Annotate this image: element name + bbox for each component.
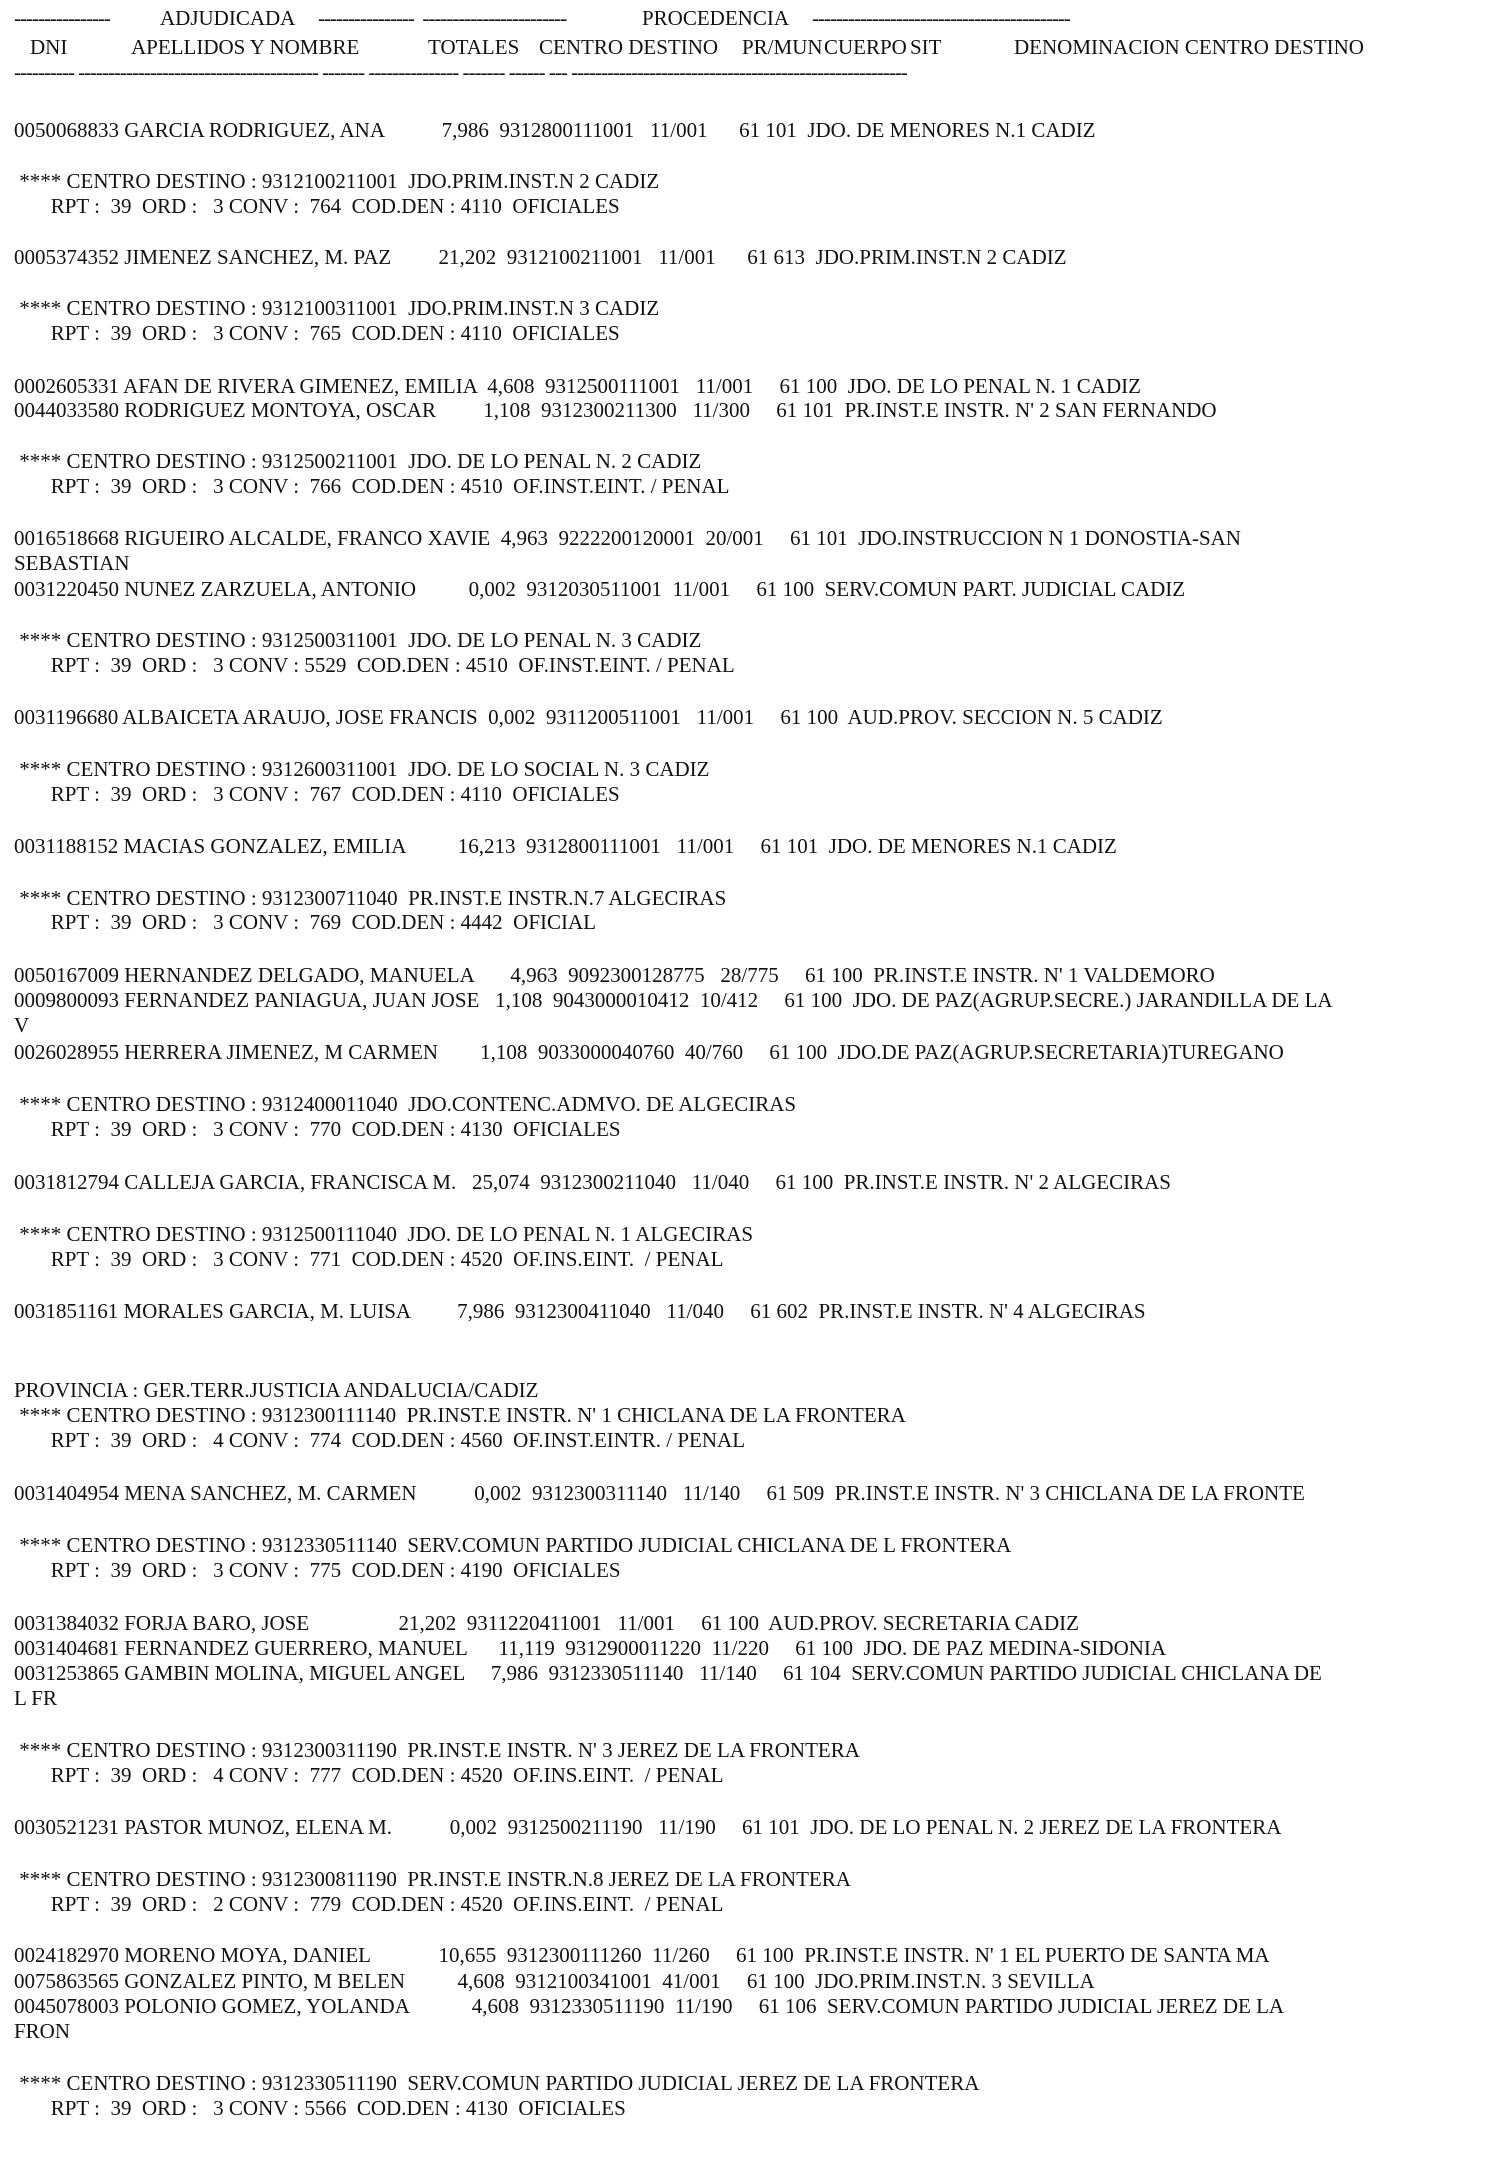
centro-destino-line [0,1220,1485,1248]
centro-destino-line-text: **** CENTRO DESTINO : 9312100211001 JDO.PRIM.INST.N 2 CADIZ [14,169,660,193]
rpt-detail-line [0,651,1485,679]
rpt-detail-line-text: RPT : 39 ORD : 3 CONV : 5566 COD.DEN : 4130 OFICIALES [14,2096,626,2120]
centro-destino-line [0,294,1485,322]
assignment-record-line-text: 0031196680 ALBAICETA ARAUJO, JOSE FRANCIS 0,002 9311200511001 11/001 61 100 AUD.PROV. SECCION N. 5 CADIZ [14,705,1163,729]
header-adjudicada: ADJUDICADA [160,6,296,30]
assignment-record-line [0,1609,1485,1637]
wrapped-continuation-line-text: FRON [14,2019,71,2043]
assignment-record-line-text: 0045078003 POLONIO GOMEZ, YOLANDA 4,608 9312330511190 11/190 61 106 SERV.COMUN PARTIDO JUDICIAL JEREZ DE LA [14,1994,1285,2018]
header-dash-a: ---------------- [14,6,110,30]
assignment-record-line-text: 0026028955 HERRERA JIMENEZ, M CARMEN 1,108 9033000040760 40/760 61 100 JDO.DE PAZ(AGRUP.SECRETARIA)TUREGANO [14,1040,1284,1064]
centro-destino-line-text: **** CENTRO DESTINO : 9312500311001 JDO. DE LO PENAL N. 3 CADIZ [14,628,702,652]
rpt-detail-line [0,1245,1485,1273]
assignment-record-line-text: 0050167009 HERNANDEZ DELGADO, MANUELA 4,963 9092300128775 28/775 61 100 PR.INST.E INSTR. N' 1 VALDEMORO [14,963,1215,987]
wrapped-continuation-line-text: V [14,1013,30,1037]
assignment-record-line [0,116,1485,144]
header-line-3 [0,58,1485,86]
rpt-detail-line [0,1556,1485,1584]
centro-destino-line-text: **** CENTRO DESTINO : 9312100311001 JDO.PRIM.INST.N 3 CADIZ [14,296,660,320]
header-line-2 [0,33,1485,61]
assignment-record-line-text: 0031253865 GAMBIN MOLINA, MIGUEL ANGEL 7,986 9312330511140 11/140 61 104 SERV.COMUN PARTIDO JUDICIAL CHICLANA DE [14,1661,1322,1685]
assignment-record-line [0,961,1485,989]
assignment-record-line [0,1659,1485,1687]
assignment-record-line [0,1168,1485,1196]
centro-destino-line-text: **** CENTRO DESTINO : 9312300111140 PR.INST.E INSTR. N' 1 CHICLANA DE LA FRONTERA [14,1403,906,1427]
centro-destino-line [0,626,1485,654]
assignment-record-line-text: 0050068833 GARCIA RODRIGUEZ, ANA 7,986 9312800111001 11/001 61 101 JDO. DE MENORES N.1 CADIZ [14,118,1096,142]
centro-destino-line [0,167,1485,195]
assignment-record-line-text: 0031404954 MENA SANCHEZ, M. CARMEN 0,002 9312300311140 11/140 61 509 PR.INST.E INSTR. N' 3 CHICLANA DE LA FRONTE [14,1481,1305,1505]
centro-destino-line-text: **** CENTRO DESTINO : 9312600311001 JDO. DE LO SOCIAL N. 3 CADIZ [14,757,710,781]
centro-destino-line-text: **** CENTRO DESTINO : 9312330511140 SERV.COMUN PARTIDO JUDICIAL CHICLANA DE L FRONTERA [14,1533,1012,1557]
assignment-record-line [0,1479,1485,1507]
rpt-detail-line-text: RPT : 39 ORD : 3 CONV : 5529 COD.DEN : 4510 OF.INST.EINT. / PENAL [14,653,735,677]
centro-destino-line [0,1531,1485,1559]
header-dash-c: ------------------------------------------- [812,6,1070,30]
rpt-detail-line-text: RPT : 39 ORD : 3 CONV : 765 COD.DEN : 4110 OFICIALES [14,321,620,345]
assignment-record-line-text: 0024182970 MORENO MOYA, DANIEL 10,655 9312300111260 11/260 61 100 PR.INST.E INSTR. N' 1 EL PUERTO DE SANTA MA [14,1943,1270,1967]
rpt-detail-line [0,1115,1485,1143]
assignment-record-line [0,1992,1485,2020]
col-header-totales: TOTALES [428,35,520,59]
centro-destino-line-text: **** CENTRO DESTINO : 9312300711040 PR.INST.E INSTR.N.7 ALGECIRAS [14,886,727,910]
header-dash-b: ---------------- ------------------------ [318,6,567,30]
centro-destino-line-text: **** CENTRO DESTINO : 9312300311190 PR.INST.E INSTR. N' 3 JEREZ DE LA FRONTERA [14,1738,860,1762]
rpt-detail-line [0,1761,1485,1789]
assignment-record-line-text: 0031188152 MACIAS GONZALEZ, EMILIA 16,213 9312800111001 11/001 61 101 JDO. DE MENORES N.1 CADIZ [14,834,1117,858]
centro-destino-line-text: **** CENTRO DESTINO : 9312400011040 JDO.CONTENC.ADMVO. DE ALGECIRAS [14,1092,797,1116]
col-header-centro-destino: CENTRO DESTINO [539,35,719,59]
header-procedencia: PROCEDENCIA [642,6,790,30]
rpt-detail-line-text: RPT : 39 ORD : 3 CONV : 770 COD.DEN : 4130 OFICIALES [14,1117,621,1141]
centro-destino-line [0,1401,1485,1429]
rpt-detail-line-text: RPT : 39 ORD : 4 CONV : 777 COD.DEN : 4520 OF.INS.EINT. / PENAL [14,1763,724,1787]
rpt-detail-line [0,908,1485,936]
col-header-cuerpo: CUERPO [824,35,907,59]
assignment-record-line [0,1941,1485,1969]
rpt-detail-line-text: RPT : 39 ORD : 3 CONV : 767 COD.DEN : 4110 OFICIALES [14,782,620,806]
rpt-detail-line [0,780,1485,808]
assignment-record-line [0,986,1485,1014]
rpt-detail-line [0,472,1485,500]
centro-destino-line-text: **** CENTRO DESTINO : 9312500111040 JDO. DE LO PENAL N. 1 ALGECIRAS [14,1222,754,1246]
centro-destino-line [0,1865,1485,1893]
centro-destino-line [0,447,1485,475]
assignment-record-line [0,1634,1485,1662]
assignment-record-line-text: 0002605331 AFAN DE RIVERA GIMENEZ, EMILIA 4,608 9312500111001 11/001 61 100 JDO. DE LO PENAL N. 1 CADIZ [14,374,1141,398]
rpt-detail-line-text: RPT : 39 ORD : 2 CONV : 779 COD.DEN : 4520 OF.INS.EINT. / PENAL [14,1892,724,1916]
col-header-sit: SIT [910,35,942,59]
centro-destino-line-text: **** CENTRO DESTINO : 9312330511190 SERV.COMUN PARTIDO JUDICIAL JEREZ DE LA FRONTERA [14,2071,980,2095]
assignment-record-line-text: 0005374352 JIMENEZ SANCHEZ, M. PAZ 21,202 9312100211001 11/001 61 613 JDO.PRIM.INST.N 2 CADIZ [14,245,1067,269]
assignment-record-line [0,1297,1485,1325]
col-header-denominacion: DENOMINACION CENTRO DESTINO [1014,35,1364,59]
assignment-record-line-text: 0031812794 CALLEJA GARCIA, FRANCISCA M. 25,074 9312300211040 11/040 61 100 PR.INST.E INSTR. N' 2 ALGECIRAS [14,1170,1171,1194]
assignment-record-line-text: 0031404681 FERNANDEZ GUERRERO, MANUEL 11,119 9312900011220 11/220 61 100 JDO. DE PAZ MEDINA-SIDONIA [14,1636,1167,1660]
wrapped-continuation-line [0,1011,1485,1039]
centro-destino-line-text: **** CENTRO DESTINO : 9312300811190 PR.INST.E INSTR.N.8 JEREZ DE LA FRONTERA [14,1867,851,1891]
assignment-record-line [0,1038,1485,1066]
rpt-detail-line-text: RPT : 39 ORD : 3 CONV : 766 COD.DEN : 4510 OF.INST.EINT. / PENAL [14,474,730,498]
provincia-line-text: PROVINCIA : GER.TERR.JUSTICIA ANDALUCIA/CADIZ [14,1378,539,1402]
rpt-detail-line [0,319,1485,347]
header-separator: ---------- ---------------------------------------- ------- --------------- ------- ------ --- -------------------------------------------------------- [14,60,907,84]
wrapped-continuation-line-text: SEBASTIAN [14,551,130,575]
centro-destino-line [0,1736,1485,1764]
wrapped-continuation-line-text: L FR [14,1686,57,1710]
assignment-record-line [0,396,1485,424]
assignment-record-line [0,832,1485,860]
assignment-record-line-text: 0044033580 RODRIGUEZ MONTOYA, OSCAR 1,108 9312300211300 11/300 61 101 PR.INST.E INSTR. N' 2 SAN FERNANDO [14,398,1217,422]
wrapped-continuation-line [0,2017,1485,2045]
assignment-record-line-text: 0031220450 NUNEZ ZARZUELA, ANTONIO 0,002 9312030511001 11/001 61 100 SERV.COMUN PART. JUDICIAL CADIZ [14,577,1186,601]
col-header-apellidos: APELLIDOS Y NOMBRE [131,35,360,59]
rpt-detail-line-text: RPT : 39 ORD : 4 CONV : 774 COD.DEN : 4560 OF.INST.EINTR. / PENAL [14,1428,746,1452]
assignment-record-line-text: 0030521231 PASTOR MUNOZ, ELENA M. 0,002 9312500211190 11/190 61 101 JDO. DE LO PENAL N. 2 JEREZ DE LA FRONTERA [14,1815,1282,1839]
rpt-detail-line-text: RPT : 39 ORD : 3 CONV : 771 COD.DEN : 4520 OF.INS.EINT. / PENAL [14,1247,724,1271]
header-line-1 [0,4,1485,32]
col-header-dni: DNI [30,35,68,59]
wrapped-continuation-line [0,1684,1485,1712]
rpt-detail-line-text: RPT : 39 ORD : 3 CONV : 769 COD.DEN : 4442 OFICIAL [14,910,597,934]
col-header-prmun: PR/MUN [742,35,823,59]
assignment-record-line [0,575,1485,603]
assignment-record-line-text: 0016518668 RIGUEIRO ALCALDE, FRANCO XAVIE 4,963 9222200120001 20/001 61 101 JDO.INSTRUCCION N 1 DONOSTIA-SAN [14,526,1241,550]
centro-destino-line [0,755,1485,783]
assignment-record-line [0,703,1485,731]
centro-destino-line-text: **** CENTRO DESTINO : 9312500211001 JDO. DE LO PENAL N. 2 CADIZ [14,449,702,473]
assignment-record-line [0,243,1485,271]
assignment-record-line [0,524,1485,552]
assignment-record-line-text: 0075863565 GONZALEZ PINTO, M BELEN 4,608 9312100341001 41/001 61 100 JDO.PRIM.INST.N. 3 SEVILLA [14,1969,1095,1993]
centro-destino-line [0,1090,1485,1118]
rpt-detail-line [0,1426,1485,1454]
assignment-record-line-text: 0009800093 FERNANDEZ PANIAGUA, JUAN JOSE 1,108 9043000010412 10/412 61 100 JDO. DE PAZ(AGRUP.SECRE.) JARANDILLA DE LA [14,988,1333,1012]
assignment-record-line-text: 0031851161 MORALES GARCIA, M. LUISA 7,986 9312300411040 11/040 61 602 PR.INST.E INSTR. N' 4 ALGECIRAS [14,1299,1146,1323]
assignment-record-line-text: 0031384032 FORJA BARO, JOSE 21,202 9311220411001 11/001 61 100 AUD.PROV. SECRETARIA CADIZ [14,1611,1079,1635]
assignment-record-line [0,1813,1485,1841]
rpt-detail-line [0,192,1485,220]
rpt-detail-line [0,1890,1485,1918]
assignment-record-line [0,1967,1485,1995]
centro-destino-line [0,2069,1485,2097]
rpt-detail-line [0,2094,1485,2122]
wrapped-continuation-line [0,549,1485,577]
rpt-detail-line-text: RPT : 39 ORD : 3 CONV : 775 COD.DEN : 4190 OFICIALES [14,1558,621,1582]
rpt-detail-line-text: RPT : 39 ORD : 3 CONV : 764 COD.DEN : 4110 OFICIALES [14,194,620,218]
provincia-line [0,1376,1485,1404]
